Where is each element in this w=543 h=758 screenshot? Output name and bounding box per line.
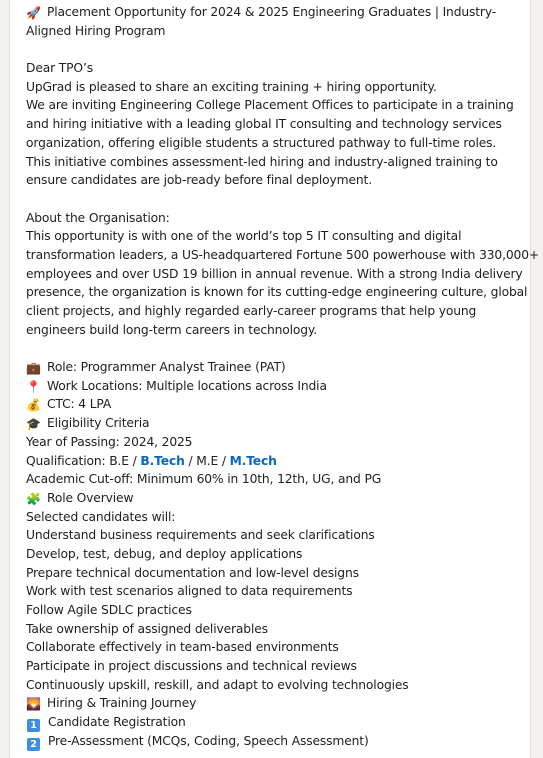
puzzle-icon: 🧩 bbox=[26, 491, 41, 506]
locations-line bbox=[26, 377, 522, 396]
qualification-middle: / M.E / bbox=[184, 453, 230, 468]
role-text: Role: Programmer Analyst Trainee (PAT) bbox=[47, 360, 286, 375]
duty-item: Collaborate effectively in team-based environments bbox=[26, 640, 339, 655]
picture-icon: 🌄 bbox=[26, 697, 41, 712]
duty-item: Understand business requirements and seek clarifications bbox=[26, 528, 375, 543]
role-overview-line bbox=[26, 489, 522, 508]
mtech-hashtag-link[interactable]: M.Tech bbox=[229, 453, 277, 468]
role-line bbox=[26, 358, 522, 377]
about-heading: About the Organisation: bbox=[26, 210, 170, 225]
about-line: This opportunity is with one of the world’s top 5 IT consulting and digital bbox=[26, 229, 462, 244]
about-line: transformation leaders, a US-headquartered Fortune 500 powerhouse with 330,000+ bbox=[26, 247, 540, 262]
post-title-part1: Placement Opportunity for 2024 & 2025 Engineering Graduates | Industry- bbox=[47, 5, 497, 19]
about-line: employees and over USD 19 billion in annual revenue. With a strong India delivery bbox=[26, 266, 523, 281]
ctc-text: CTC: 4 LPA bbox=[47, 397, 112, 412]
year-of-passing: Year of Passing: 2024, 2025 bbox=[26, 434, 193, 449]
role-overview-text: Role Overview bbox=[47, 490, 134, 505]
intro-line: We are inviting Engineering College Placement Offices to participate in a training bbox=[26, 98, 514, 113]
post-card bbox=[9, 0, 540, 758]
greeting: Dear TPO’s bbox=[26, 61, 93, 76]
qualification-prefix: Qualification: B.E / bbox=[26, 453, 141, 468]
intro-line: This initiative combines assessment-led hiring and industry-aligned training to bbox=[26, 154, 498, 169]
intro-line: UpGrad is pleased to share an exciting training + hiring opportunity. bbox=[26, 79, 437, 94]
cutoff-line: Academic Cut-off: Minimum 60% in 10th, 12th, UG, and PG bbox=[26, 472, 382, 487]
duty-item: Follow Agile SDLC practices bbox=[26, 603, 192, 617]
journey-text: Hiring & Training Journey bbox=[47, 696, 197, 711]
selected-intro: Selected candidates will: bbox=[26, 509, 176, 524]
locations-text: Work Locations: Multiple locations across India bbox=[47, 378, 327, 393]
duty-item: Develop, test, debug, and deploy applications bbox=[26, 546, 303, 561]
money-bag-icon: 💰 bbox=[26, 398, 41, 413]
duty-item: Work with test scenarios aligned to data requirements bbox=[26, 584, 353, 599]
keycap-2-icon: 2 bbox=[27, 738, 40, 751]
post-body bbox=[26, 3, 540, 751]
eligibility-text: Eligibility Criteria bbox=[47, 416, 150, 431]
eligibility-line bbox=[26, 414, 522, 433]
intro-line: and hiring initiative with a leading global IT consulting and technology services bbox=[26, 117, 502, 132]
qualification-line bbox=[26, 452, 522, 471]
duty-item: Prepare technical documentation and low-level designs bbox=[26, 565, 359, 580]
graduation-cap-icon: 🎓 bbox=[26, 417, 41, 432]
ctc-line bbox=[26, 395, 522, 414]
btech-hashtag-link[interactable]: B.Tech bbox=[140, 453, 185, 468]
about-line: client projects, and highly regarded early-career programs that help young bbox=[26, 304, 477, 318]
journey-line bbox=[26, 694, 522, 713]
intro-line: organization, offering eligible students a structured pathway to full-time roles. bbox=[26, 135, 497, 150]
step-text: Pre-Assessment (MCQs, Coding, Speech Assessment) bbox=[48, 733, 369, 748]
post-title-line bbox=[26, 3, 522, 22]
duty-item: Continuously upskill, reskill, and adapt to evolving technologies bbox=[26, 677, 409, 692]
about-line: engineers build long-term careers in technology. bbox=[26, 322, 318, 337]
step-item bbox=[26, 713, 522, 732]
keycap-1-icon: 1 bbox=[27, 719, 40, 732]
step-item bbox=[26, 732, 522, 751]
briefcase-icon: 💼 bbox=[26, 361, 41, 376]
about-line: presence, the organization is known for its cutting-edge engineering culture, global bbox=[26, 285, 528, 300]
duty-item: Take ownership of assigned deliverables bbox=[26, 621, 268, 636]
rocket-icon: 🚀 bbox=[26, 6, 41, 20]
duty-item: Participate in project discussions and technical reviews bbox=[26, 659, 357, 674]
intro-line: ensure candidates are job-ready before final deployment. bbox=[26, 173, 372, 188]
step-text: Candidate Registration bbox=[48, 715, 186, 730]
post-title-line-2: Aligned Hiring Program bbox=[26, 23, 166, 38]
pin-icon: 📍 bbox=[26, 379, 41, 394]
